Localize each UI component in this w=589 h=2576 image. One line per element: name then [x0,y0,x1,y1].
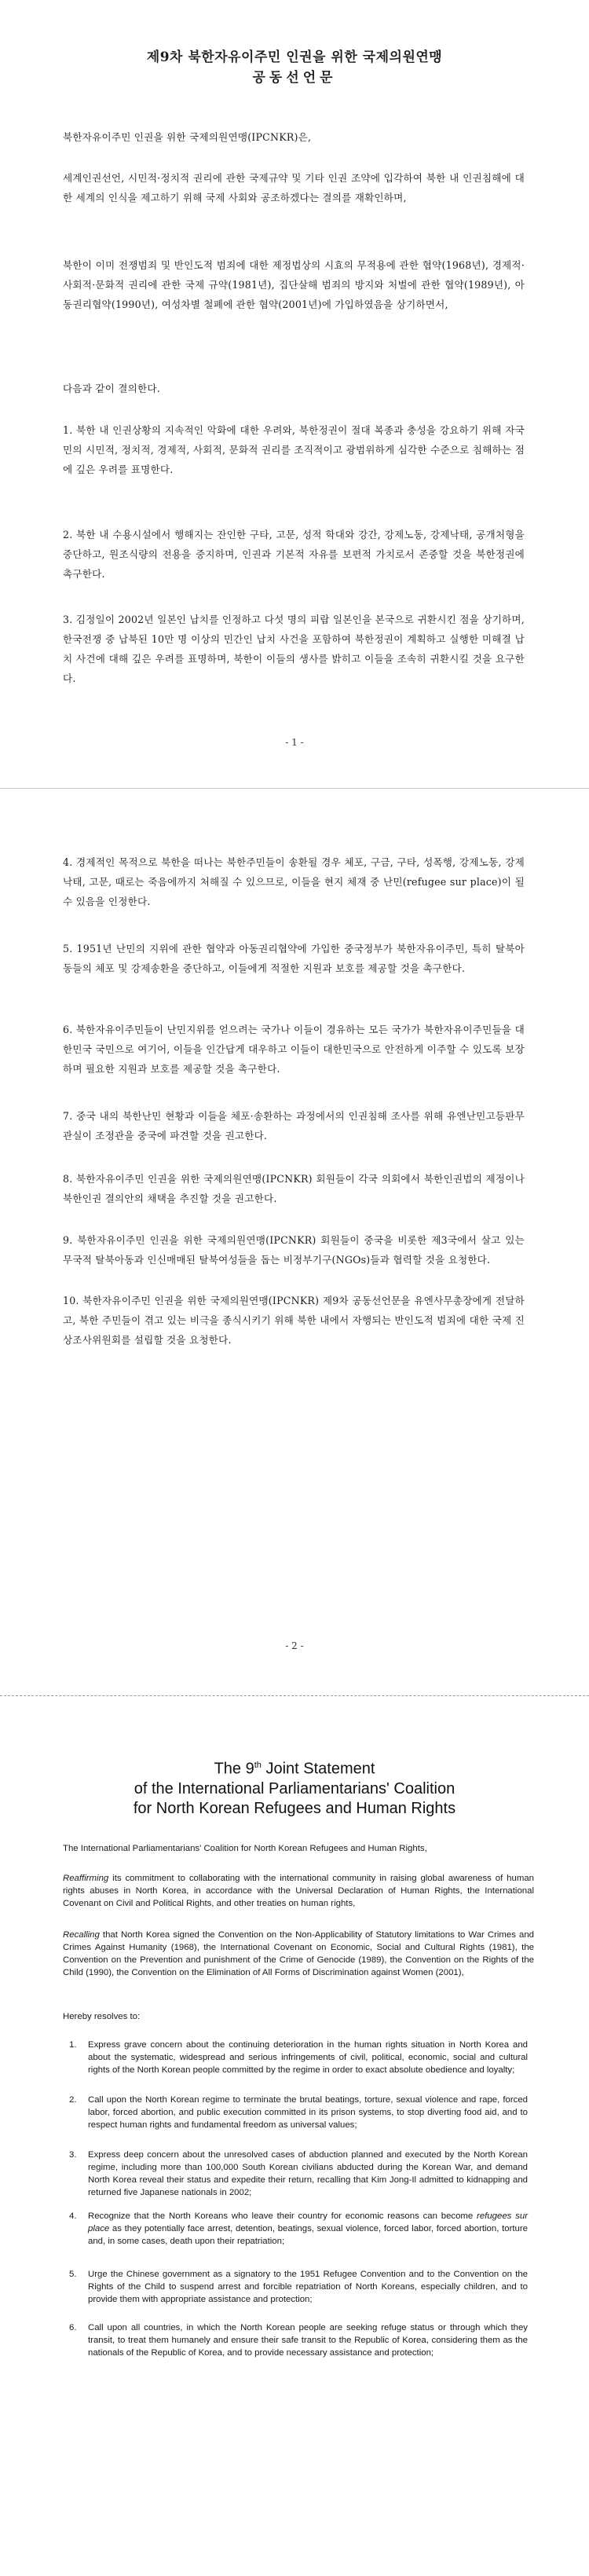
title-part: Joint Statement [261,1760,375,1778]
item-text: Express deep concern about the unresolved cases of abduction planned and executed by the North Korean regime, including more than 100,000 South Korean civilians abducted during the Korean War, and demand North Korea reveal their status and expedite their return, recalling that Kim Jong-Il admitted to kidnapping and returned five Japanese nationals in 2002; [88,2150,528,2197]
reaffirming-text: its commitment to collaborating with the international community in raising global awareness of human rights abuses in North Korea, in accordance with the Universal Declaration of Human Rights, the International Covenant on Civil and Political Rights, and other treaties on human rights, [63,1874,534,1908]
item-number: 1. [69,2040,77,2050]
ko-item-7: 7. 중국 내의 북한난민 현황과 이들을 체포·송환하는 과정에서의 인권침해 조사를 위해 유엔난민고등판무관실이 조정관을 중국에 파견할 것을 권고한다. [63,1110,525,1141]
item-number: 5. [69,2270,77,2279]
page-2 [0,793,589,1689]
item-number: 6. [69,2323,77,2332]
en-item-3 [69,2149,528,2199]
title-part: The 9 [214,1760,254,1778]
page-separator-1 [0,788,589,789]
ko-paragraph-1: 북한자유이주민 인권을 위한 국제의원연맹(IPCNKR)은, [63,131,312,143]
page-number-2: - 2 - [285,1640,304,1651]
title-superscript: th [254,1761,262,1770]
korean-title-line-2: 공동선언문 [252,70,337,86]
en-hereby: Hereby resolves to: [63,2012,141,2021]
ko-paragraph-4: 다음과 같이 결의한다. [63,383,160,394]
en-intro: The International Parliamentarians' Coalition for North Korean Refugees and Human Rights, [63,1844,427,1853]
recalling-text: that North Korea signed the Convention on the Non-Applicability of Statutory limitations to War Crimes and Crimes Against Humanity (1968), the International Covenant on Economic, Social and Cultural Rights (1981), the Convention on the Prevention and punishment of the Crime of Genocide (1989), the Convention on the Rights of the Child (1990), the Convention on the Elimination of All Forms of Discrimination against Women (2001), [63,1930,534,1977]
ko-item-10: 10. 북한자유이주민 인권을 위한 국제의원연맹(IPCNKR) 제9차 공동선언문을 유엔사무총장에게 전달하고, 북한 주민들이 겪고 있는 비극을 종식시키기 위해 북한 내에서 자행되는 반인도적 범죄에 대한 국제 진상조사위원회를 설립할 것을 요청한다. [63,1295,525,1346]
ko-item-4: 4. 경제적인 목적으로 북한을 떠나는 북한주민들이 송환될 경우 체포, 구금, 구타, 성폭행, 강제노동, 강제낙태, 고문, 때로는 죽음에까지 처해질 수 있으므로, 이들을 현지 체재 중 난민(refugee sur place)이 될 수 있음을 인정한다. [63,856,525,907]
reaffirming-lead: Reaffirming [63,1874,109,1883]
ko-item-5: 5. 1951년 난민의 지위에 관한 협약과 아동권리협약에 가입한 중국정부가 북한자유이주민, 특히 탈북아동들의 체포 및 강제송환을 중단하고, 이들에게 적절한 지원과 보호를 제공할 것을 촉구한다. [63,943,525,974]
item-text: Call upon all countries, in which the North Korean people are seeking refuge status or through which they transit, to treat them humanely and ensure their safe transit to the Republic of Korea, considering them as the nationals of the Republic of Korea, and to provide necessary assistance and protection; [88,2323,528,2358]
english-title [0,1756,589,1819]
item-text: Call upon the North Korean regime to terminate the brutal beatings, torture, sexual violence and rape, forced labor, forced abortion, and public execution committed in its prison systems, to stop diverting food aid, and to respect human rights and fundamental freedom as universal values; [88,2095,528,2130]
item-emphasis: refugees sur place [88,2211,528,2233]
recalling-lead: Recalling [63,1930,100,1940]
item-text: as they potentially face arrest, detention, beatings, sexual violence, forced labor, forced abortion, torture and, in some cases, death upon their repatriation; [88,2224,528,2246]
item-number: 3. [69,2150,77,2160]
page-separator-2 [0,1695,589,1696]
ko-item-3: 3. 김정일이 2002년 일본인 납치를 인정하고 다섯 명의 피랍 일본인을 본국으로 귀환시킨 점을 상기하며, 한국전쟁 중 납북된 10만 명 이상의 민간인 납치 사건을 포함하여 북한정권이 계획하고 실행한 미해결 납치 사건에 대해 깊은 우려를 표명하며, 북한이 이들의 생사를 밝히고 이들을 조속히 귀환시킬 것을 요구한다. [63,614,525,684]
page-3 [0,1701,589,2576]
ko-item-9: 9. 북한자유이주민 인권을 위한 국제의원연맹(IPCNKR) 회원들이 중국을 비롯한 제3국에서 살고 있는 무국적 탈북아동과 인신매매된 탈북여성들을 돕는 비정부기구(NGOs)들과 협력할 것을 요청한다. [63,1234,525,1266]
ko-paragraph-3: 북한이 이미 전쟁범죄 및 반인도적 범죄에 대한 제정법상의 시효의 무적용에 관한 협약(1968년), 경제적·사회적·문화적 권리에 관한 국제 규약(1981년), 집단살해 범죄의 방지와 처벌에 관한 협약(1989년), 아동권리협약(1990년), 여성차별 철폐에 관한 협약(2001년)에 가입하였음을 상기하면서, [63,259,525,310]
en-item-2 [69,2094,528,2131]
ko-paragraph-2: 세계인권선언, 시민적·정치적 권리에 관한 국제규약 및 기타 인권 조약에 입각하여 북한 내 인권침해에 대한 세계의 인식을 제고하기 위해 국제 사회와 공조하겠다는 결의를 재확인하며, [63,172,525,203]
korean-title [0,47,589,88]
korean-title-line-1: 제9차 북한자유이주민 인권을 위한 국제의원연맹 [146,49,443,65]
english-title-line-3: for North Korean Refugees and Human Rights [133,1799,456,1817]
ko-item-6: 6. 북한자유이주민들이 난민지위를 얻으려는 국가나 이들이 경유하는 모든 국가가 북한자유이주민들을 대한민국 국민으로 여기어, 이들을 인간답게 대우하고 이들이 대한민국으로 안전하게 이주할 수 있도록 보장하며 필요한 지원과 보호를 제공할 것을 촉구한다. [63,1024,525,1075]
item-number: 2. [69,2095,77,2105]
item-text: Recognize that the North Koreans who leave their country for economic reasons can become [88,2211,477,2221]
ko-item-2: 2. 북한 내 수용시설에서 행해지는 잔인한 구타, 고문, 성적 학대와 강간, 강제노동, 강제낙태, 공개처형을 중단하고, 원조식량의 전용을 중지하며, 인권과 기본적 자유를 보편적 가치로서 존중할 것을 북한정권에 촉구한다. [63,529,525,580]
en-reaffirming [63,1872,534,1910]
english-title-line-2: of the International Parliamentarians' Coalition [134,1779,455,1797]
item-number: 4. [69,2211,77,2221]
ko-item-1: 1. 북한 내 인권상황의 지속적인 악화에 대한 우려와, 북한정권이 절대 복종과 충성을 강요하기 위해 자국민의 시민적, 정치적, 경제적, 사회적, 문화적 권리를 조직적이고 광범위하게 심각한 수준으로 침해하는 점에 깊은 우려를 표명한다. [63,424,525,475]
en-item-6 [69,2321,528,2359]
english-title-line-1 [0,1756,589,1779]
ko-item-8: 8. 북한자유이주민 인권을 위한 국제의원연맹(IPCNKR) 회원들이 각국 의회에서 북한인권법의 제정이나 북한인권 결의안의 채택을 추진할 것을 권고한다. [63,1173,525,1204]
en-item-4 [69,2210,528,2248]
item-text: Express grave concern about the continuing deterioration in the human rights situation in North Korea and about the systematic, widespread and serious infringements of civil, political, economic, social and cultural rights of the North Korean people committed by the regime in order to exact absolute obedience and loyalty; [88,2040,528,2075]
page-1 [0,0,589,786]
en-item-1 [69,2039,528,2076]
en-item-5 [69,2268,528,2306]
item-text: Urge the Chinese government as a signatory to the 1951 Refugee Convention and to the Convention on the Rights of the Child to suspend arrest and forcible repatriation of North Koreans, especially children, and to provide them with appropriate assistance and protection; [88,2270,528,2304]
page-number-1: - 1 - [285,737,304,748]
en-recalling [63,1929,534,1979]
